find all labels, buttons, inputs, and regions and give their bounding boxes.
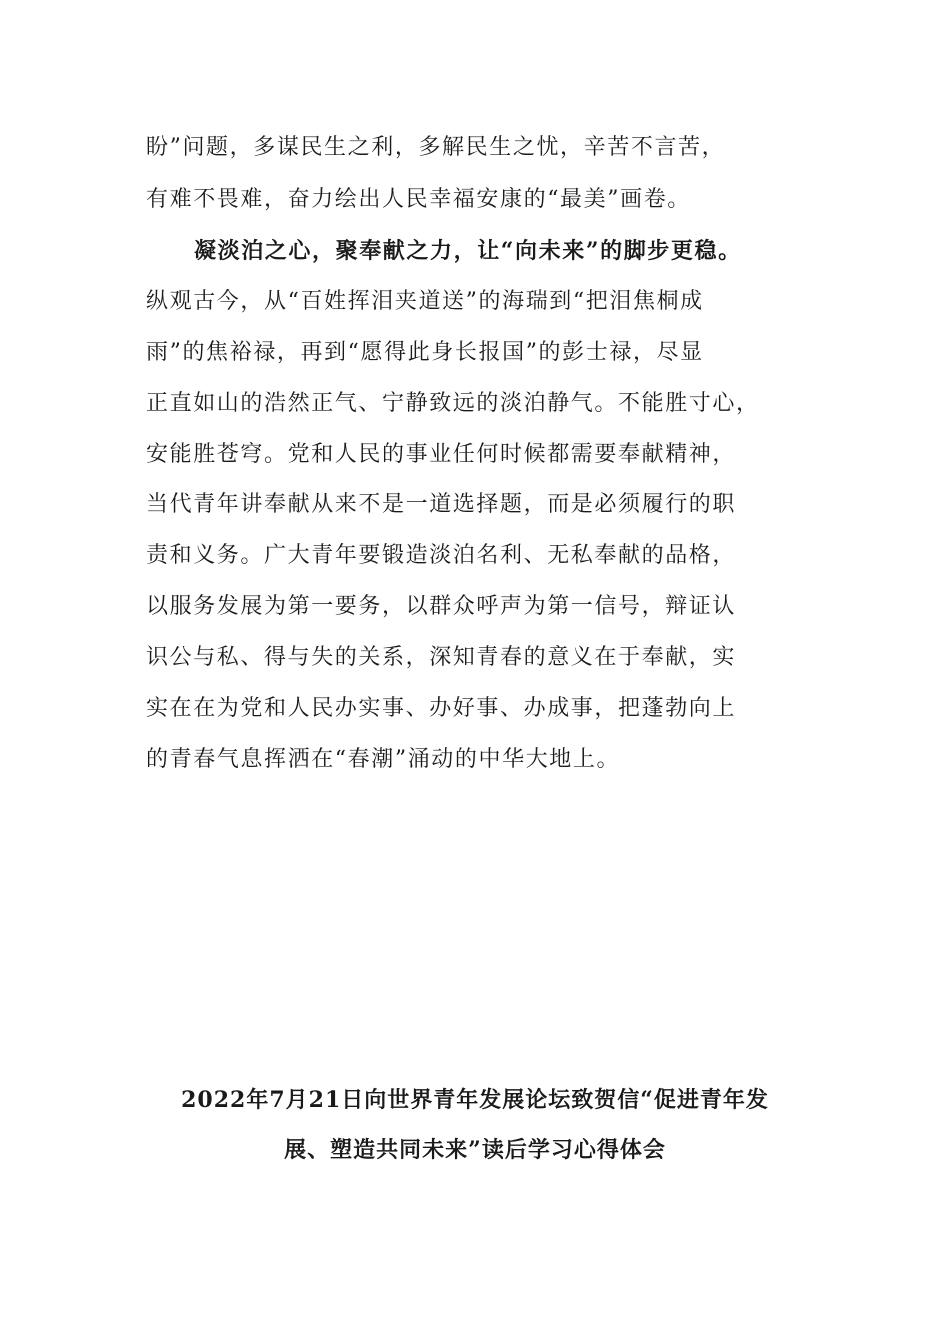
paragraph-line: 实在在为党和人民办实事、办好事、办成事，把蓬勃向上: [146, 696, 737, 721]
paragraph-line: 纵观古今，从“百姓挥泪夹道送”的海瑞到“把泪焦桐成: [146, 289, 704, 314]
paragraph-line: 安能胜苍穹。党和人民的事业任何时候都需要奉献精神，: [146, 442, 737, 467]
paragraph-line: 的青春气息挥洒在“春潮”涌动的中华大地上。: [146, 747, 621, 772]
paragraph-line: 责和义务。广大青年要锻造淡泊名利、无私奉献的品格，: [146, 543, 737, 568]
section-heading: 凝淡泊之心，聚奉献之力，让“向未来”的脚步更稳。: [194, 238, 742, 264]
paragraph-line: 正直如山的浩然正气、宁静致远的淡泊静气。不能胜寸心，: [146, 391, 760, 416]
article-title-line: 2022年7月21日向世界青年发展论坛致贺信“促进青年发: [181, 1087, 769, 1113]
paragraph-line: 盼”问题，多谋民生之利，多解民生之忧，辛苦不言苦，: [146, 135, 726, 160]
paragraph-line: 当代青年讲奉献从来不是一道选择题，而是必须履行的职: [146, 492, 737, 517]
article-title-line: 展、塑造共同未来”读后学习心得体会: [284, 1137, 666, 1163]
paragraph-line: 雨”的焦裕禄，再到“愿得此身长报国”的彭士禄，尽显: [146, 340, 704, 365]
paragraph-line: 有难不畏难，奋力绘出人民幸福安康的“最美”画卷。: [146, 187, 691, 212]
paragraph-line: 以服务发展为第一要务，以群众呼声为第一信号，辩证认: [146, 594, 737, 619]
paragraph-line: 识公与私、得与失的关系，深知青春的意义在于奉献，实: [146, 645, 737, 670]
